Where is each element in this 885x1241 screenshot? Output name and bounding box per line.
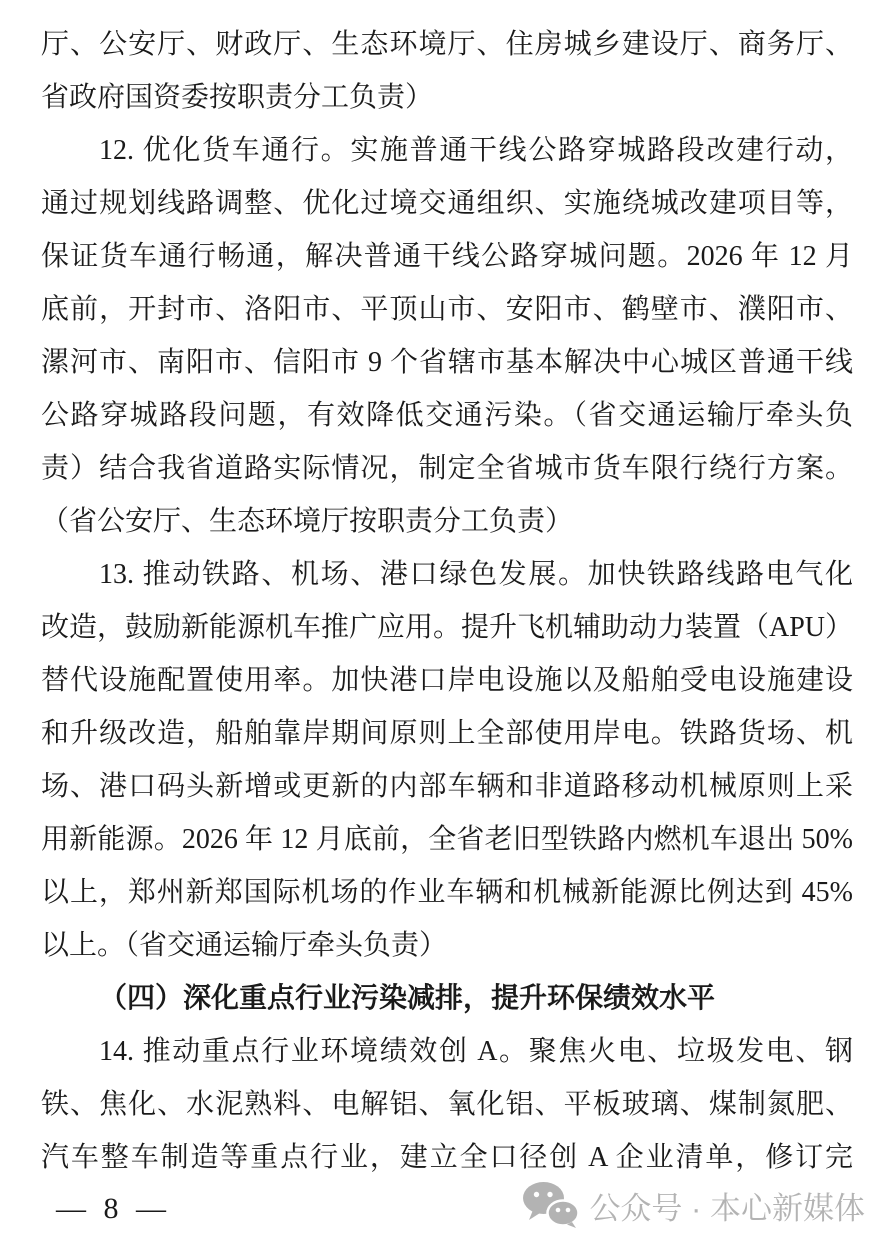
paragraph-start: 12. 优化货车通行。实施普通干线公路穿城路段改建行动，: [99, 135, 853, 166]
text-line: 铁、焦化、水泥熟料、电解铝、氧化铝、平板玻璃、煤制氮肥、: [41, 1089, 853, 1120]
text-line: 汽车整车制造等重点行业，建立全口径创 A 企业清单，修订完: [41, 1142, 853, 1173]
text-line: 和升级改造，船舶靠岸期间原则上全部使用岸电。铁路货场、机: [41, 718, 853, 749]
text-line: 以上，郑州新郑国际机场的作业车辆和机械新能源比例达到 45%: [41, 877, 853, 908]
section-heading: （四）深化重点行业污染减排，提升环保绩效水平: [99, 983, 716, 1014]
text-line: 公路穿城路段问题，有效降低交通污染。（省交通运输厅牵头负: [41, 400, 853, 431]
wechat-icon: [522, 1181, 580, 1229]
text-line: 通过规划线路调整、优化过境交通组织、实施绕城改建项目等，: [41, 188, 853, 219]
text-line: 省政府国资委按职责分工负责）: [41, 82, 434, 113]
watermark: [522, 1181, 865, 1229]
document-page: [41, 18, 853, 1184]
text-line: 底前，开封市、洛阳市、平顶山市、安阳市、鹤壁市、濮阳市、: [41, 294, 853, 325]
text-line: 保证货车通行畅通，解决普通干线公路穿城问题。2026 年 12 月: [41, 241, 853, 272]
paragraph-start: 14. 推动重点行业环境绩效创 A。聚焦火电、垃圾发电、钢: [99, 1036, 853, 1067]
text-line: 替代设施配置使用率。加快港口岸电设施以及船舶受电设施建设: [41, 665, 853, 696]
text-line: 场、港口码头新增或更新的内部车辆和非道路移动机械原则上采: [41, 771, 853, 802]
text-line: 改造，鼓励新能源机车推广应用。提升飞机辅助动力装置（APU）: [41, 612, 853, 643]
text-line: 以上。（省交通运输厅牵头负责）: [41, 930, 448, 961]
text-line: 厅、公安厅、财政厅、生态环境厅、住房城乡建设厅、商务厅、: [41, 29, 853, 60]
page-number: — 8 —: [56, 1192, 171, 1225]
text-line: 责）结合我省道路实际情况，制定全省城市货车限行绕行方案。: [41, 453, 853, 484]
text-line: （省公安厅、生态环境厅按职责分工负责）: [41, 506, 574, 537]
watermark-label: 公众号 · 本心新媒体: [589, 1190, 865, 1226]
text-line: 漯河市、南阳市、信阳市 9 个省辖市基本解决中心城区普通干线: [41, 347, 853, 378]
paragraph-start: 13. 推动铁路、机场、港口绿色发展。加快铁路线路电气化: [99, 559, 853, 590]
text-line: 用新能源。2026 年 12 月底前，全省老旧型铁路内燃机车退出 50%: [41, 824, 853, 855]
